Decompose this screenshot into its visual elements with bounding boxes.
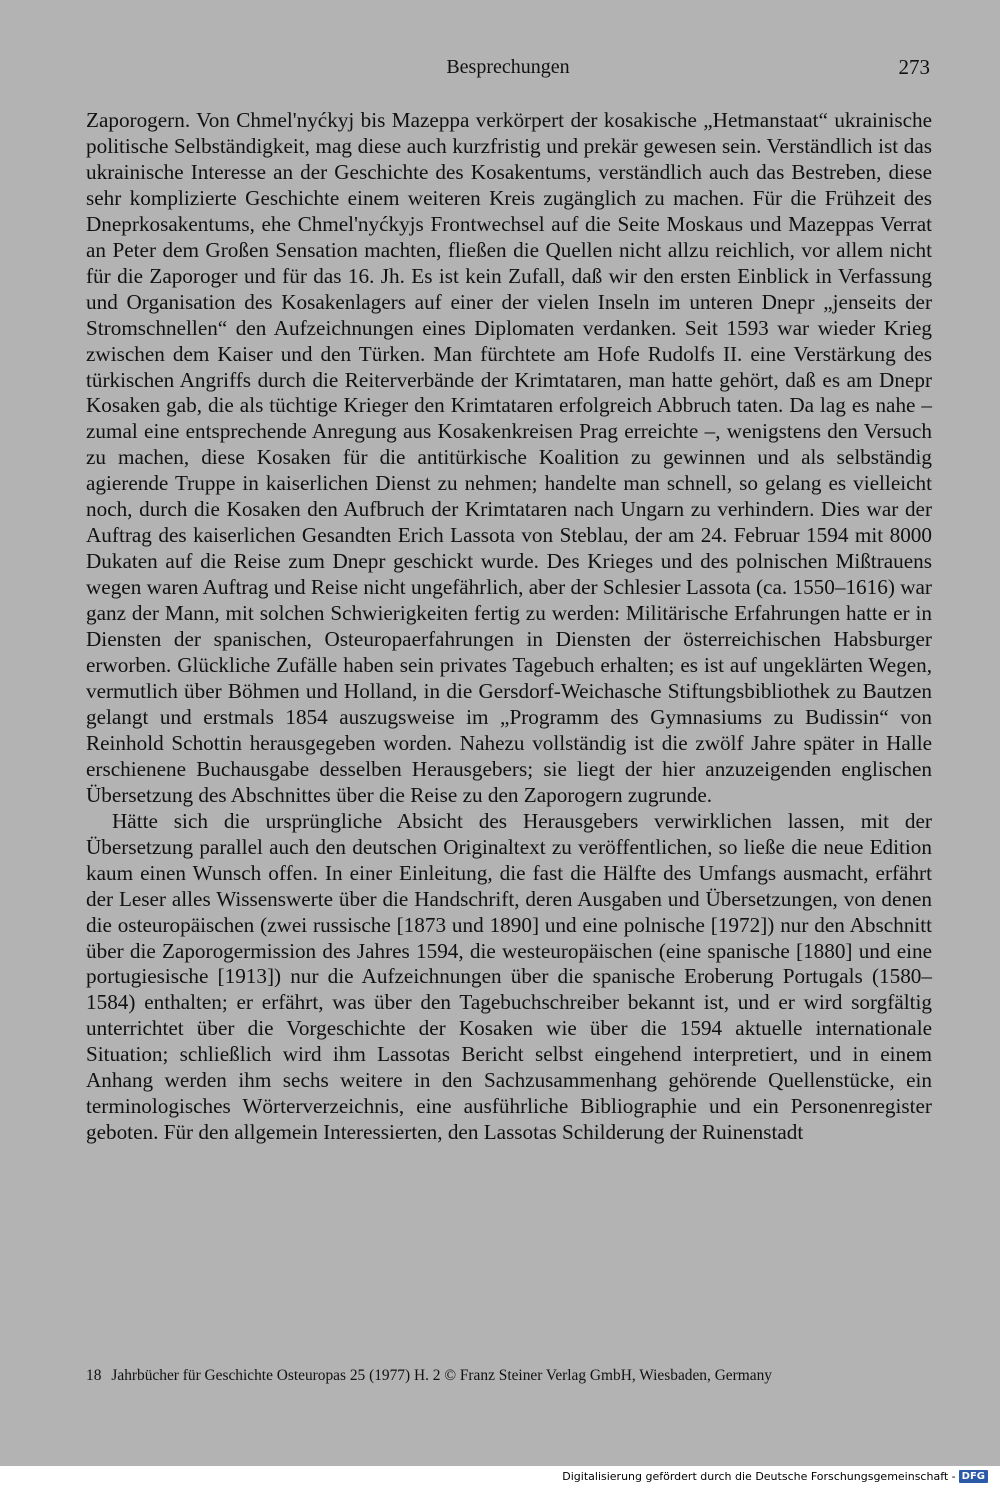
signature-mark: 18 (86, 1367, 102, 1384)
dfg-logo: DFG (959, 1470, 988, 1483)
running-title: Besprechungen (446, 56, 570, 78)
footer-imprint (86, 1366, 936, 1386)
banner-text: Digitalisierung gefördert durch die Deutsche Forschungsgemeinschaft - (562, 1469, 956, 1483)
paragraph-1: Zaporogern. Von Chmel'nyćkyj bis Mazeppa verkörpert der kosakische „Hetmanstaat“ ukrainische politische Selbständigkeit, mag diese auch kurzfristig und prekär gewesen sein. Verständlich ist das ukrainische Interesse an der Geschichte des Kosakentums, verständlich auch das Bestreben, diese sehr komplizierte Geschichte einem weiteren Kreis zugänglich zu machen. Für die Frühzeit des Dneprkosakentums, ehe Chmel'nyćkyjs Frontwechsel auf die Seite Moskaus und Mazeppas Verrat an Peter dem Großen Sensation machten, fließen die Quellen nicht allzu reichlich, vor allem nicht für die Zaporoger und für das 16. Jh. Es ist kein Zufall, daß wir den ersten Einblick in Verfassung und Organisation des Kosakenlagers auf einer der vielen Inseln im unteren Dnepr „jenseits der Stromschnellen“ den Aufzeichnungen eines Diplomaten verdanken. Seit 1593 war wieder Krieg zwischen dem Kaiser und den Türken. Man fürchtete am Hofe Rudolfs II. eine Verstärkung des türkischen Angriffs durch die Reiterverbände der Krimtataren, man hatte gehört, daß es am Dnepr Kosaken gab, die als tüchtige Krieger den Krimtataren erfolgreich Abbruch taten. Da lag es nahe – zumal eine entsprechende Anregung aus Kosakenkreisen Prag erreichte –, wenigstens den Versuch zu machen, diese Kosaken für die antitürkische Koalition zu gewinnen und als selbständig agierende Truppe in kaiserlichen Dienst zu nehmen; handelte man schnell, so gelang es vielleicht noch, durch die Kosaken den Aufbruch der Krimtataren nach Ungarn zu verhindern. Dies war der Auftrag des kaiserlichen Gesandten Erich Lassota von Steblau, der am 24. Februar 1594 mit 8000 Dukaten auf die Reise zum Dnepr geschickt wurde. Des Krieges und des polnischen Mißtrauens wegen waren Auftrag und Reise nicht ungefährlich, aber der Schlesier Lassota (ca. 1550–1616) war ganz der Mann, mit solchen Schwierigkeiten fertig zu werden: Militärische Erfahrungen hatte er in Diensten der spanischen, Osteuropaerfahrungen in Diensten der österreichischen Habsburger erworben. Glückliche Zufälle haben sein privates Tagebuch erhalten; es ist auf ungeklärten Wegen, vermutlich über Böhmen und Holland, in die Gersdorf-Weichasche Stiftungsbibliothek zu Bautzen gelangt und erstmals 1854 auszugsweise im „Programm des Gymnasiums zu Budissin“ von Reinhold Schottin herausgegeben worden. Nahezu vollständig ist die zwölf Jahre später in Halle erschienene Buchausgabe desselben Herausgebers; sie liegt der hier anzuzeigenden englischen Übersetzung des Abschnittes über die Reise zu den Zaporogern zugrunde. (86, 108, 932, 807)
body-text (86, 108, 932, 1146)
paragraph-2: Hätte sich die ursprüngliche Absicht des Herausgebers verwirklichen lassen, mit der Übersetzung parallel auch den deutschen Originaltext zu veröffentlichen, so ließe die neue Edition kaum einen Wunsch offen. In einer Einleitung, die fast die Hälfte des Umfangs ausmacht, erfährt der Leser alles Wissenswerte über die Handschrift, deren Ausgaben und Übersetzungen, von denen die osteuropäischen (zwei russische [1873 und 1890] und eine polnische [1972]) nur den Abschnitt über die Zaporogermission des Jahres 1594, die westeuropäischen (eine spanische [1880] und eine portugiesische [1913]) nur die Aufzeichnungen über die spanische Eroberung Portugals (1580–1584) enthalten; er erfährt, was über den Tagebuchschreiber bekannt ist, und er wird sorgfältig unterrichtet über die Vorgeschichte der Kosaken wie über die 1594 aktuelle internationale Situation; schließlich wird ihm Lassotas Bericht selbst eingehend interpretiert, und in einem Anhang werden ihm sechs weitere in den Sachzusammenhang gehörende Quellenstücke, ein terminologisches Wörterverzeichnis, eine ausführliche Bibliographie und ein Personenregister geboten. Für den allgemein Interessierten, den Lassotas Schilderung der Ruinenstadt (86, 808, 932, 1145)
running-head (86, 52, 930, 84)
imprint-text: Jahrbücher für Geschichte Osteuropas 25 (1977) H. 2 © Franz Steiner Verlag GmbH, Wiesbaden, Germany (111, 1367, 772, 1384)
page-number: 273 (898, 55, 930, 79)
digitization-banner (562, 1468, 988, 1484)
